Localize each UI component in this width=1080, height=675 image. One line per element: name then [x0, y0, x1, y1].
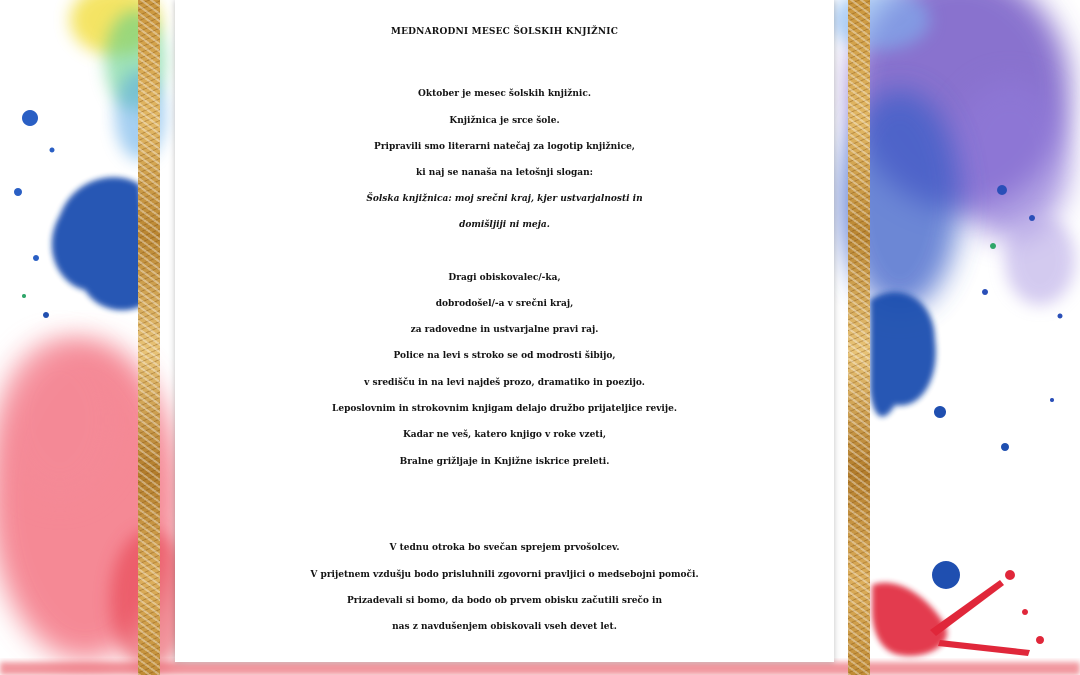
page-title: MEDNARODNI MESEC ŠOLSKIH KNJIŽNIC	[390, 27, 619, 37]
text-card	[175, 0, 834, 662]
red-bottom-band	[0, 662, 1080, 675]
green-dot	[22, 294, 26, 298]
poem-line: Bralne grižljaje in Knjižne iskrice preleti.	[399, 457, 610, 467]
blue-dot-large	[932, 561, 960, 589]
poem-line: v središču in na levi najdeš prozo, dramatiko in poezijo.	[364, 378, 645, 388]
poem-line: Leposlovnim in strokovnim knjigam delajo družbo prijateljice revije.	[332, 404, 677, 414]
red-drip	[930, 580, 1004, 636]
poem-line: Dragi obiskovalec/-ka,	[448, 273, 561, 283]
lilac-wash-right	[1005, 215, 1075, 305]
red-drip	[938, 640, 1030, 656]
blue-dot	[1029, 215, 1035, 221]
intro-line: Oktober je mesec šolskih knjižnic.	[418, 89, 591, 99]
blue-dot	[1001, 443, 1009, 451]
slogan-line: Šolska knjižnica: moj srečni kraj, kjer ustvarjalnosti in	[366, 194, 643, 204]
red-dot	[1036, 636, 1044, 644]
poem-line: Kadar ne veš, katero knjigo v roke vzeti,	[402, 430, 607, 440]
slogan-line: domišljiji ni meja.	[459, 220, 550, 230]
red-dot	[1005, 570, 1015, 580]
blue-dot	[22, 110, 38, 126]
blue-dot	[982, 289, 988, 295]
lavender-wash-right	[950, 80, 1070, 240]
blue-dot	[934, 406, 946, 418]
closing-line: Prizadevali si bomo, da bodo ob prvem obisku začutili srečo in	[346, 596, 662, 606]
gold-border-left	[138, 0, 160, 675]
blue-dot	[43, 312, 49, 318]
blue-dot	[997, 185, 1007, 195]
poem-line: Police na levi s stroko se od modrosti šibijo,	[393, 351, 616, 361]
gold-border-right	[848, 0, 870, 675]
blue-splash-right	[870, 292, 936, 417]
green-dot	[990, 243, 996, 249]
intro-line: ki naj se nanaša na letošnji slogan:	[416, 168, 593, 178]
pink-wash-left	[0, 340, 120, 500]
poem-line: dobrodošel/-a v srečni kraj,	[435, 299, 574, 309]
closing-line: V prijetnem vzdušju bodo prisluhnili zgovorni pravljici o medsebojni pomoči.	[310, 570, 699, 580]
blue-dot	[1050, 398, 1054, 402]
blue-splash-left	[52, 177, 150, 310]
intro-line: Pripravili smo literarni natečaj za logotip knjižnice,	[374, 142, 635, 152]
red-dot	[1022, 609, 1028, 615]
blue-dot	[33, 255, 39, 261]
blue-dot	[1058, 314, 1063, 319]
blue-dot	[14, 188, 22, 196]
blue-dot	[50, 148, 55, 153]
closing-line: V tednu otroka bo svečan sprejem prvošolcev.	[389, 543, 620, 553]
poem-line: za radovedne in ustvarjalne pravi raj.	[410, 325, 599, 335]
intro-line: Knjižnica je srce šole.	[449, 116, 560, 126]
closing-line: nas z navdušenjem obiskovali vseh devet let.	[392, 622, 617, 632]
red-splash-right	[872, 583, 947, 656]
